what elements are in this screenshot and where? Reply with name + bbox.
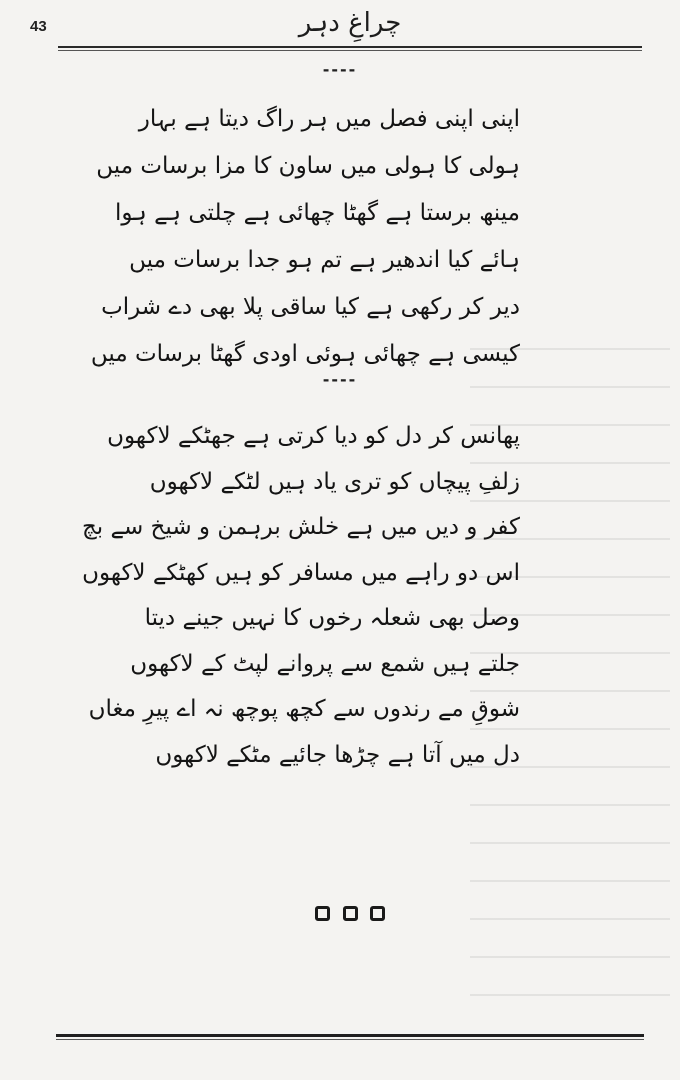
verse-line: دیر کر رکھی ہے کیا ساقی پلا بھی دے شراب [101, 294, 520, 320]
ghazal-stanza-one [90, 96, 520, 378]
verse-line: زلفِ پیچاں کو تری یاد ہیں لٹکے لاکھوں [149, 468, 520, 495]
ornament-square [370, 906, 385, 921]
header-rule [58, 46, 642, 51]
running-title: چراغِ دہر [298, 8, 402, 38]
verse-line: کیسی ہے چھائی ہوئی اودی گھٹا برسات میں [90, 341, 520, 367]
verse-line: اپنی اپنی فصل میں ہر راگ دیتا ہے بہار [138, 106, 520, 132]
section-separator: ---- [322, 60, 358, 79]
footer-rule [56, 1034, 644, 1040]
end-ornament-icon [315, 906, 385, 926]
verse-line: وصل بھی شعلہ رخوں کا نہیں جینے دیتا [144, 605, 520, 631]
verse-line: مینھ برستا ہے گھٹا چھائی ہے چلتی ہے ہوا [115, 200, 520, 226]
ornament-square [315, 906, 330, 921]
verse-line: ہولی کا ہولی میں ساون کا مزا برسات میں [96, 153, 520, 179]
verse-line: جلتے ہیں شمع سے پروانے لپٹ کے لاکھوں [130, 650, 520, 677]
section-separator: ---- [322, 370, 358, 389]
verse-line: پھانس کر دل کو دیا کرتی ہے جھٹکے لاکھوں [107, 423, 520, 449]
ghazal-stanza-two [81, 414, 520, 778]
verse-line: اس دو راہے میں مسافر کو ہیں کھٹکے لاکھوں [82, 559, 520, 586]
page-number: 43 [30, 18, 47, 35]
ornament-square [343, 906, 358, 921]
verse-line: شوقِ مے رندوں سے کچھ پوچھ نہ اے پیرِ مغاں [88, 696, 520, 722]
verse-line: کفر و دیں میں ہے خلش برہمن و شیخ سے بچ [81, 514, 520, 540]
verse-line: دل میں آتا ہے چڑھا جائیے مٹکے لاکھوں [155, 741, 520, 768]
verse-line: ہائے کیا اندھیر ہے تم ہو جدا برسات میں [129, 247, 520, 273]
